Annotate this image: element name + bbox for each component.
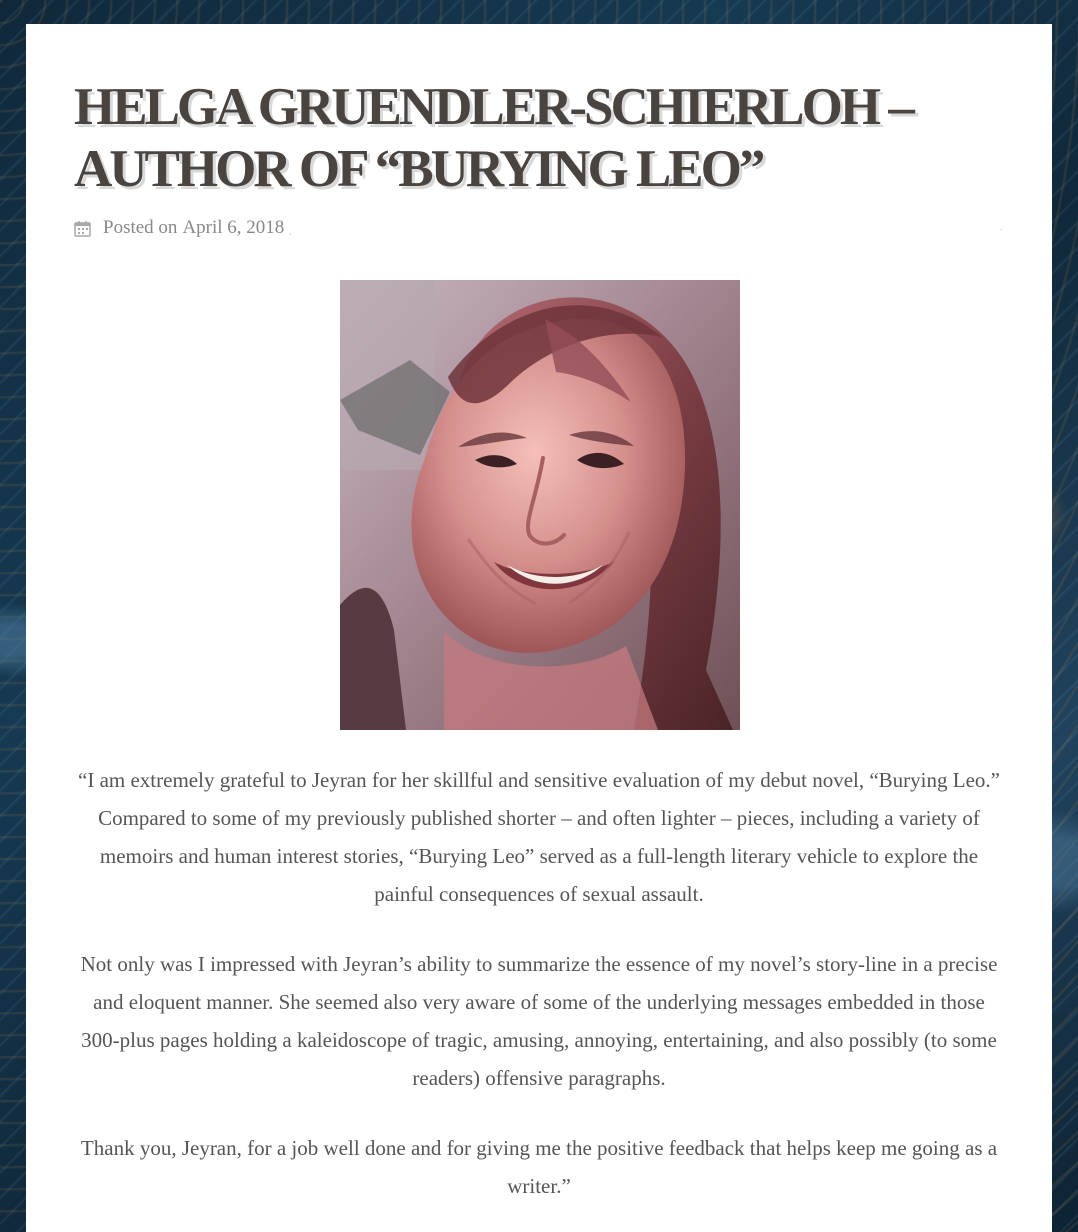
meta-separator: . [289, 226, 292, 238]
page-title: HELGA GRUENDLER-SCHIERLOH – AUTHOR OF “BURYING LEO” [74, 78, 912, 198]
article-card [26, 24, 1052, 1232]
post-meta [74, 216, 292, 240]
article-content [74, 761, 1004, 1232]
posted-on-label: Posted on [103, 217, 178, 238]
author-photo [340, 280, 740, 730]
post-date: April 6, 2018 [182, 217, 285, 238]
article-paragraph: Thank you, Jeyran, for a job well done and for giving me the positive feedback that helps keep me going as a writer.” [80, 1136, 998, 1198]
calendar-icon [74, 220, 91, 237]
meta-corner-mark: . [1000, 222, 1003, 232]
article-paragraph: “I am extremely grateful to Jeyran for her skillful and sensitive evaluation of my debut novel, “Burying Leo.” Compared to some of my previously published shorter – and often lighter – pieces, including a variety of memoirs and human interest stories, “Burying Leo” served as a full-length literary vehicle to explore the painful consequences of sexual assault. [78, 768, 1000, 906]
article-paragraph: Not only was I impressed with Jeyran’s ability to summarize the essence of my novel’s story-line in a precise and eloquent manner. She seemed also very aware of some of the underlying messages embedded in those 300-plus pages holding a kaleidoscope of tragic, amusing, annoying, entertaining, and also possibly (to some readers) offensive paragraphs. [80, 952, 998, 1090]
